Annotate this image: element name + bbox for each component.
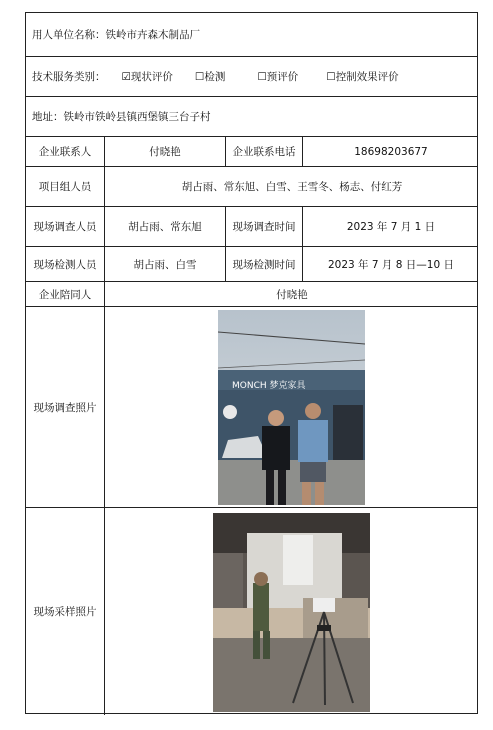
empty-box-icon: ☐	[194, 71, 205, 83]
checkbox-detection: ☐检测	[194, 71, 226, 83]
survey-photo-label: 现场调查照片	[26, 307, 105, 507]
contact-row	[26, 137, 477, 167]
escort-value: 付晓艳	[276, 288, 308, 301]
project-label: 项目组人员	[26, 167, 105, 206]
sampling-photo-row	[26, 508, 477, 715]
contact-label: 企业联系人	[26, 137, 105, 166]
empty-box-icon: ☐	[326, 71, 336, 83]
detect-time-label: 现场检测时间	[226, 247, 303, 281]
service-row	[26, 57, 477, 97]
survey-photo-image	[218, 310, 365, 505]
detect-value: 胡占雨、白雪	[105, 247, 226, 281]
detect-label: 现场检测人员	[26, 247, 105, 281]
service-label: 技术服务类别：	[32, 71, 106, 83]
address-row	[26, 97, 477, 137]
unit-value: 铁岭市卉森木制品厂	[105, 29, 200, 41]
unit-label: 用人单位名称：	[32, 29, 106, 41]
survey-photo	[218, 310, 365, 505]
survey-time-value: 2023 年 7 月 1 日	[346, 221, 436, 233]
detect-row	[26, 247, 477, 282]
escort-label: 企业陪同人	[26, 282, 105, 306]
factory-sign: MONCH 梦克家具	[232, 381, 306, 391]
phone-value: 18698203677	[354, 145, 428, 158]
contact-value: 付晓艳	[105, 137, 226, 166]
survey-photo-row	[26, 307, 477, 508]
checkbox-status-eval: ☑现状评价	[121, 71, 173, 83]
sampling-photo-image	[213, 513, 370, 712]
address-label: 地址：	[32, 111, 64, 123]
project-row	[26, 167, 477, 207]
empty-box-icon: ☐	[257, 71, 267, 83]
phone-label: 企业联系电话	[226, 137, 303, 166]
project-value: 胡占雨、常东旭、白雪、王雪冬、杨志、付红芳	[181, 181, 403, 193]
survey-row	[26, 207, 477, 247]
record-table	[25, 12, 478, 714]
checkbox-pre-eval: ☐预评价	[257, 71, 299, 83]
sampling-photo-label: 现场采样照片	[26, 508, 105, 715]
checked-box-icon: ☑	[121, 71, 131, 83]
checkbox-control-eval: ☐控制效果评价	[326, 71, 399, 83]
unit-row	[26, 13, 477, 57]
detect-time-value: 2023 年 7 月 8 日—10 日	[328, 258, 454, 271]
survey-value: 胡占雨、常东旭	[105, 207, 226, 246]
escort-row	[26, 282, 477, 307]
survey-time-label: 现场调查时间	[226, 207, 303, 246]
survey-label: 现场调查人员	[26, 207, 105, 246]
address-value: 铁岭市铁岭县镇西堡镇三台子村	[63, 111, 211, 123]
sampling-photo	[213, 513, 370, 712]
